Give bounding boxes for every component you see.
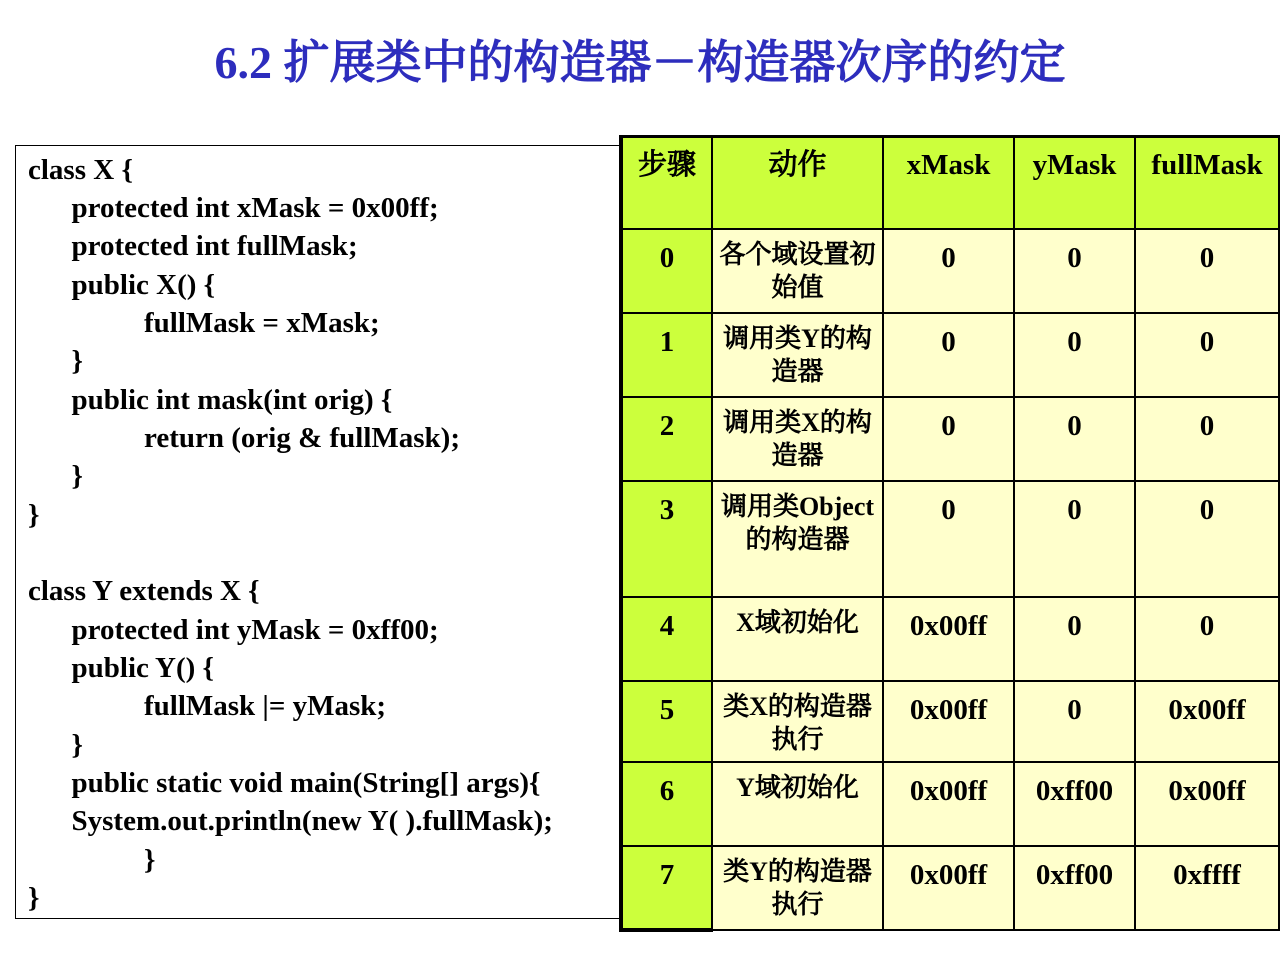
constructor-order-table [619,135,1280,932]
slide-title: 6.2 扩展类中的构造器－构造器次序的约定 [214,37,1066,88]
step-cell: 6 [621,762,712,846]
table-row [621,597,1279,681]
code-line: } [28,345,83,377]
step-cell: 2 [621,397,712,481]
action-cell: 调用类Object的构造器 [712,481,883,597]
step-cell: 5 [621,681,712,762]
fullmask-cell: 0 [1135,481,1279,597]
code-line: public static void main(String[] args){ [28,767,541,799]
fullmask-cell: 0 [1135,597,1279,681]
action-cell: 调用类Y的构造器 [712,313,883,397]
action-cell: 类X的构造器执行 [712,681,883,762]
action-cell: 调用类X的构造器 [712,397,883,481]
header-fullmask: fullMask [1135,137,1279,229]
ymask-cell: 0 [1014,597,1135,681]
code-line: protected int yMask = 0xff00; [28,614,439,646]
ymask-cell: 0xff00 [1014,846,1135,930]
code-line: fullMask = xMask; [28,307,380,339]
ymask-cell: 0 [1014,313,1135,397]
action-cell: 各个域设置初始值 [712,229,883,313]
step-cell: 7 [621,846,712,930]
step-cell: 1 [621,313,712,397]
code-listing [15,145,635,919]
fullmask-cell: 0 [1135,313,1279,397]
table-row [621,762,1279,846]
code-line: } [28,729,83,761]
header-xmask: xMask [883,137,1014,229]
fullmask-cell: 0x00ff [1135,681,1279,762]
xmask-cell: 0x00ff [883,681,1014,762]
fullmask-cell: 0x00ff [1135,762,1279,846]
xmask-cell: 0x00ff [883,762,1014,846]
ymask-cell: 0 [1014,229,1135,313]
table-row [621,313,1279,397]
code-line: fullMask |= yMask; [28,690,387,722]
code-line: public int mask(int orig) { [28,384,393,416]
table-row [621,846,1279,930]
code-line: } [28,844,156,876]
xmask-cell: 0 [883,313,1014,397]
table-row [621,397,1279,481]
action-cell: Y域初始化 [712,762,883,846]
action-cell: 类Y的构造器执行 [712,846,883,930]
code-line: protected int xMask = 0x00ff; [28,192,439,224]
ymask-cell: 0 [1014,397,1135,481]
xmask-cell: 0 [883,397,1014,481]
fullmask-cell: 0xffff [1135,846,1279,930]
code-line: return (orig & fullMask); [28,422,460,454]
code-line: protected int fullMask; [28,230,358,262]
code-line: System.out.println(new Y( ).fullMask); [28,805,553,837]
header-ymask: yMask [1014,137,1135,229]
step-cell: 0 [621,229,712,313]
xmask-cell: 0 [883,229,1014,313]
table-row [621,481,1279,597]
code-line: } [28,499,40,531]
table-row [621,229,1279,313]
header-step: 步骤 [621,137,712,229]
code-line: class X { [28,154,133,186]
xmask-cell: 0x00ff [883,846,1014,930]
xmask-cell: 0x00ff [883,597,1014,681]
fullmask-cell: 0 [1135,229,1279,313]
ymask-cell: 0xff00 [1014,762,1135,846]
header-action: 动作 [712,137,883,229]
action-cell: X域初始化 [712,597,883,681]
step-cell: 4 [621,597,712,681]
code-line: } [28,882,40,914]
xmask-cell: 0 [883,481,1014,597]
table-row [621,681,1279,762]
ymask-cell: 0 [1014,481,1135,597]
code-line: class Y extends X { [28,575,260,607]
ymask-cell: 0 [1014,681,1135,762]
step-cell: 3 [621,481,712,597]
fullmask-cell: 0 [1135,397,1279,481]
code-line: public X() { [28,269,216,301]
code-line: public Y() { [28,652,214,684]
code-line: } [28,460,83,492]
